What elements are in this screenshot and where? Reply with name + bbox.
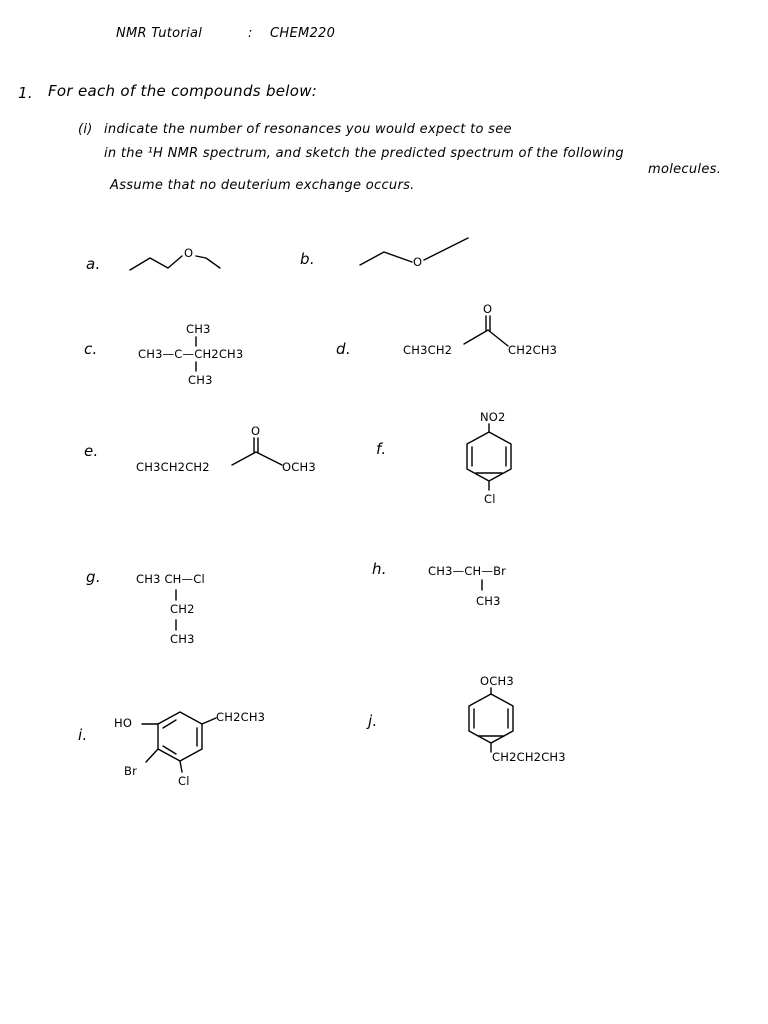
compound-e-carbonyl-o: O [251,424,261,438]
compound-a-oxygen: O [184,246,194,260]
compound-c-bottom: CH3 [188,373,213,387]
compound-a-skeleton [130,256,182,270]
compound-f-bottom: Cl [484,492,496,506]
compound-i-double2 [163,720,176,728]
compound-i-bond-cl [180,761,182,772]
compound-i-oh: HO [114,716,133,730]
part-text-line1: indicate the number of resonances you would expect to see [104,122,512,137]
compound-h-bottom: CH3 [476,594,501,608]
compound-d-label: d. [336,340,351,358]
compound-i-br: Br [124,764,138,778]
compound-b-skeleton-left [360,252,412,265]
compound-h-label: h. [372,560,387,578]
compound-c-label: c. [84,340,98,358]
question-number: 1. [18,84,33,102]
compound-g-bottom: CH3 [170,632,195,646]
question-intro: For each of the compounds below: [48,82,318,100]
compound-b-skeleton-right [424,238,468,260]
compound-d-right: CH2CH3 [508,343,558,357]
compound-c-main: CH3—C—CH2CH3 [138,347,244,361]
compound-h-main: CH3—CH—Br [428,564,507,578]
compound-i-bond-br [146,749,158,762]
compound-f-label: f. [376,440,387,458]
compound-i-ethyl: CH2CH3 [216,710,266,724]
compound-i-label: i. [78,726,88,744]
compound-a-label: a. [86,255,101,273]
compound-i-bond-ethyl [202,718,216,724]
compound-e-label: e. [84,442,99,460]
part-label: (i) [78,122,93,137]
compound-f-top: NO2 [480,410,506,424]
page-title: NMR Tutorial [116,26,203,41]
compound-i-cl: Cl [178,774,190,788]
compound-g-main: CH3 CH—Cl [136,572,205,586]
compound-d-carbonyl [464,330,508,346]
compound-e-carbonyl [232,452,282,465]
compound-j-label: j. [368,712,378,730]
compound-d-carbonyl-o: O [483,302,493,316]
title-separator: : [248,26,253,41]
compound-j-bottom: CH2CH2CH3 [492,750,566,764]
compound-e-right: OCH3 [282,460,316,474]
compound-g-mid: CH2 [170,602,195,616]
part-text-line2: in the ¹H NMR spectrum, and sketch the predicted spectrum of the following [104,146,624,161]
part-text-line3: Assume that no deuterium exchange occurs. [110,178,415,193]
compound-b-label: b. [300,250,315,268]
compound-b-oxygen: O [413,255,423,269]
compound-c-top: CH3 [186,322,211,336]
compound-i-ring [158,712,202,761]
course-code: CHEM220 [270,26,336,41]
compound-d-left: CH3CH2 [403,343,453,357]
part-text-line2b: molecules. [648,162,722,177]
compound-g-label: g. [86,568,101,586]
compound-a-skeleton-right [196,256,220,268]
compound-e-left: CH3CH2CH2 [136,460,210,474]
compound-j-top: OCH3 [480,674,514,688]
